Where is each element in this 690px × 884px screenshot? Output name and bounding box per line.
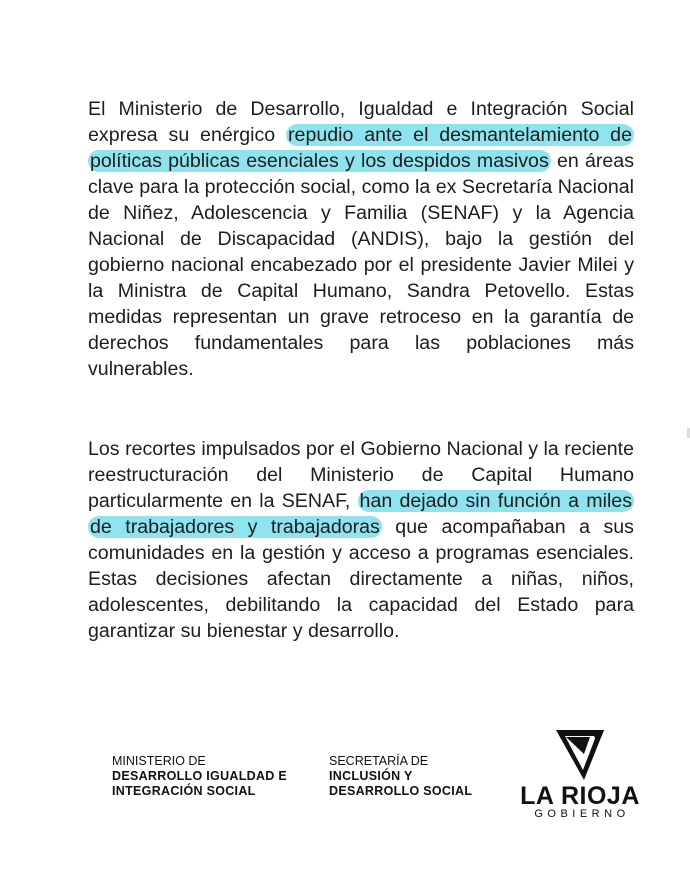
paragraph-text: El Ministerio de Desarrollo, Igualdad e Integración Social expresa su enérgico [88, 98, 634, 146]
paragraph-text: en áreas clave para la protección social, como la ex Secretaría Nacional de Niñez, Adolescencia y Familia (SENAF) y la Agencia Nacional de Discapacidad (ANDIS), bajo la gestión del gobierno nacional encabezado por el presidente Javier Milei y la Ministra de Capital Humano, Sandra Petovello. Estas medidas representan un grave retroceso en la garantía de derechos fundamentales para las poblaciones más vulnerables. [88, 150, 634, 380]
paragraph-cuts [88, 436, 634, 644]
ministry-line: DESARROLLO IGUALDAD E [112, 769, 288, 783]
paragraph-statement [88, 96, 634, 382]
secretariat-line: SECRETARÍA DE [329, 754, 429, 768]
highlighted-text: han dejado sin función a miles de trabajadores y trabajadoras [90, 490, 632, 538]
paragraph-text: que acompañaban a sus comunidades en la gestión y acceso a programas esenciales. Estas decisiones afectan directamente a niñas, niños, adolescentes, debilitando la capacidad del Estado para garantizar su bienestar y desarrollo. [88, 516, 634, 642]
ministry-signature [112, 754, 287, 799]
ministry-line: INTEGRACIÓN SOCIAL [112, 784, 256, 798]
ministry-line: MINISTERIO DE [112, 754, 206, 768]
la-rioja-emblem-icon [520, 724, 640, 782]
logo-name: LA RIOJA [520, 782, 640, 810]
logo-subtitle: GOBIERNO [534, 808, 630, 820]
secretariat-line: DESARROLLO SOCIAL [329, 784, 473, 798]
secretariat-line: INCLUSIÓN Y [329, 769, 413, 783]
paragraph-text: Los recortes impulsados por el Gobierno Nacional y la reciente reestructuración del Ministerio de Capital Humano particularmente en la SENAF, [88, 438, 634, 512]
secretariat-signature [329, 754, 472, 799]
la-rioja-logo [520, 724, 640, 820]
highlighted-text: repudio ante el desmantelamiento de políticas públicas esenciales y los despidos masivos [90, 124, 632, 172]
